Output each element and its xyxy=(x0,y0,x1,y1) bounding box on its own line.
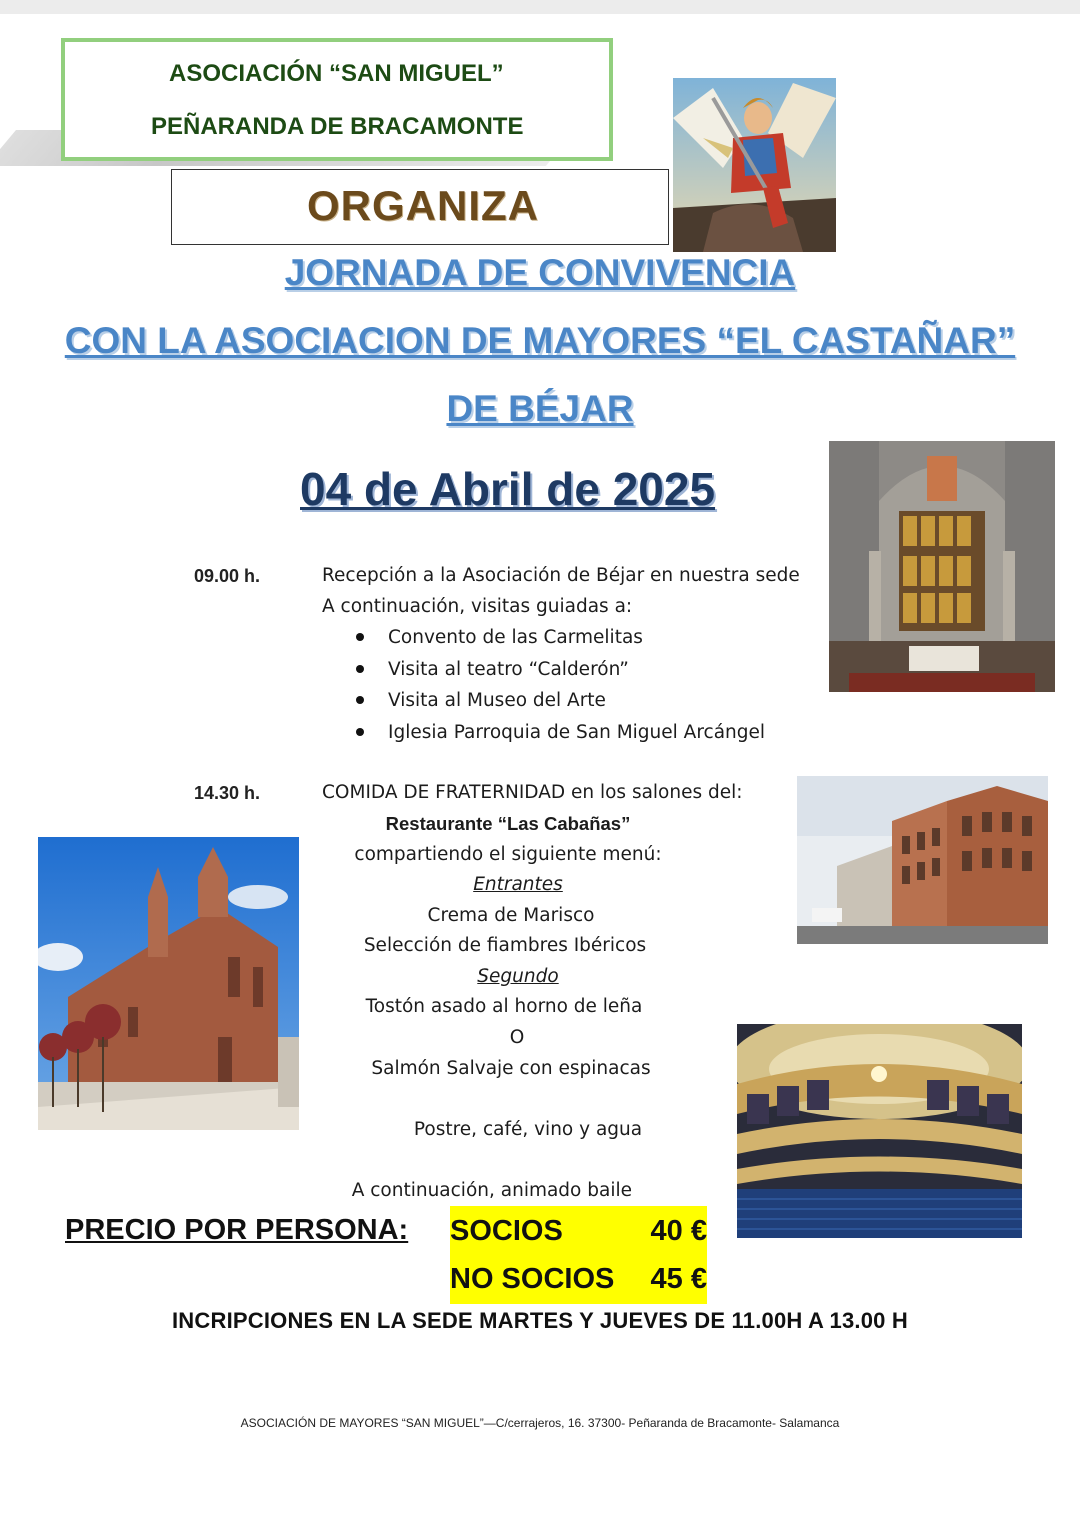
restaurant-name: Restaurante “Las Cabañas” xyxy=(385,813,631,834)
organiza-label: ORGANIZA xyxy=(307,182,539,229)
lunch-title: COMIDA DE FRATERNIDAD en los salones del: xyxy=(322,782,743,803)
starter-item: Crema de Marisco xyxy=(427,905,595,926)
convent-exterior-image xyxy=(38,837,299,1130)
footer-address: ASOCIACIÓN DE MAYORES “SAN MIGUEL”—C/cerrajeros, 16. 37300- Peñaranda de Bracamonte- Salamanca xyxy=(240,1416,840,1430)
starters-heading: Entrantes xyxy=(473,874,563,895)
association-name: ASOCIACIÓN “SAN MIGUEL” xyxy=(169,60,504,87)
dessert-item: Postre, café, vino y agua xyxy=(413,1119,643,1140)
menu-intro: compartiendo el siguiente menú: xyxy=(354,844,662,865)
morning-reception: Recepción a la Asociación de Béjar en nuestra sede xyxy=(322,565,800,586)
price-label: PRECIO POR PERSONA: xyxy=(65,1214,409,1246)
event-date: 04 de Abril de 2025 xyxy=(300,463,716,515)
lunch-time: 14.30 h. xyxy=(194,783,261,803)
main-item: Salmón Salvaje con espinacas xyxy=(371,1058,651,1079)
top-bar xyxy=(0,0,1080,14)
non-members-label: NO SOCIOS xyxy=(450,1263,615,1295)
organiza-box xyxy=(171,169,669,245)
visit-item: Visita al Museo del Arte xyxy=(388,690,606,711)
inscriptions-note: INCRIPCIONES EN LA SEDE MARTES Y JUEVES DE 11.00H A 13.00 H xyxy=(172,1308,908,1333)
bullet-icon xyxy=(356,728,364,736)
bullet-icon xyxy=(356,696,364,704)
visit-item: Iglesia Parroquia de San Miguel Arcángel xyxy=(388,722,766,743)
restaurant-building-image xyxy=(797,776,1048,944)
morning-time: 09.00 h. xyxy=(194,566,261,586)
main-heading: Segundo xyxy=(477,966,559,987)
visit-item: Convento de las Carmelitas xyxy=(388,627,643,648)
church-interior-image xyxy=(829,441,1055,692)
price-highlight xyxy=(450,1206,707,1304)
morning-visits-intro: A continuación, visitas guiadas a: xyxy=(322,596,633,617)
theatre-interior-image xyxy=(737,1024,1022,1238)
title-line-1: JORNADA DE CONVIVENCIA xyxy=(284,252,796,293)
non-members-price: 45 € xyxy=(650,1263,707,1295)
starter-item: Selección de fiambres Ibéricos xyxy=(363,935,647,956)
members-label: SOCIOS xyxy=(450,1215,563,1247)
association-box xyxy=(61,38,613,161)
members-price: 40 € xyxy=(650,1215,707,1247)
bullet-icon xyxy=(356,633,364,641)
bullet-icon xyxy=(356,665,364,673)
association-town: PEÑARANDA DE BRACAMONTE xyxy=(151,113,524,140)
after-lunch-note: A continuación, animado baile xyxy=(351,1180,632,1201)
saint-michael-image xyxy=(673,78,836,252)
main-item: Tostón asado al horno de leña xyxy=(365,996,643,1017)
menu-or: O xyxy=(509,1027,525,1048)
title-line-3: DE BÉJAR xyxy=(446,388,634,429)
title-line-2: CON LA ASOCIACION DE MAYORES “EL CASTAÑAR” xyxy=(64,320,1016,361)
visit-item: Visita al teatro “Calderón” xyxy=(388,659,629,680)
